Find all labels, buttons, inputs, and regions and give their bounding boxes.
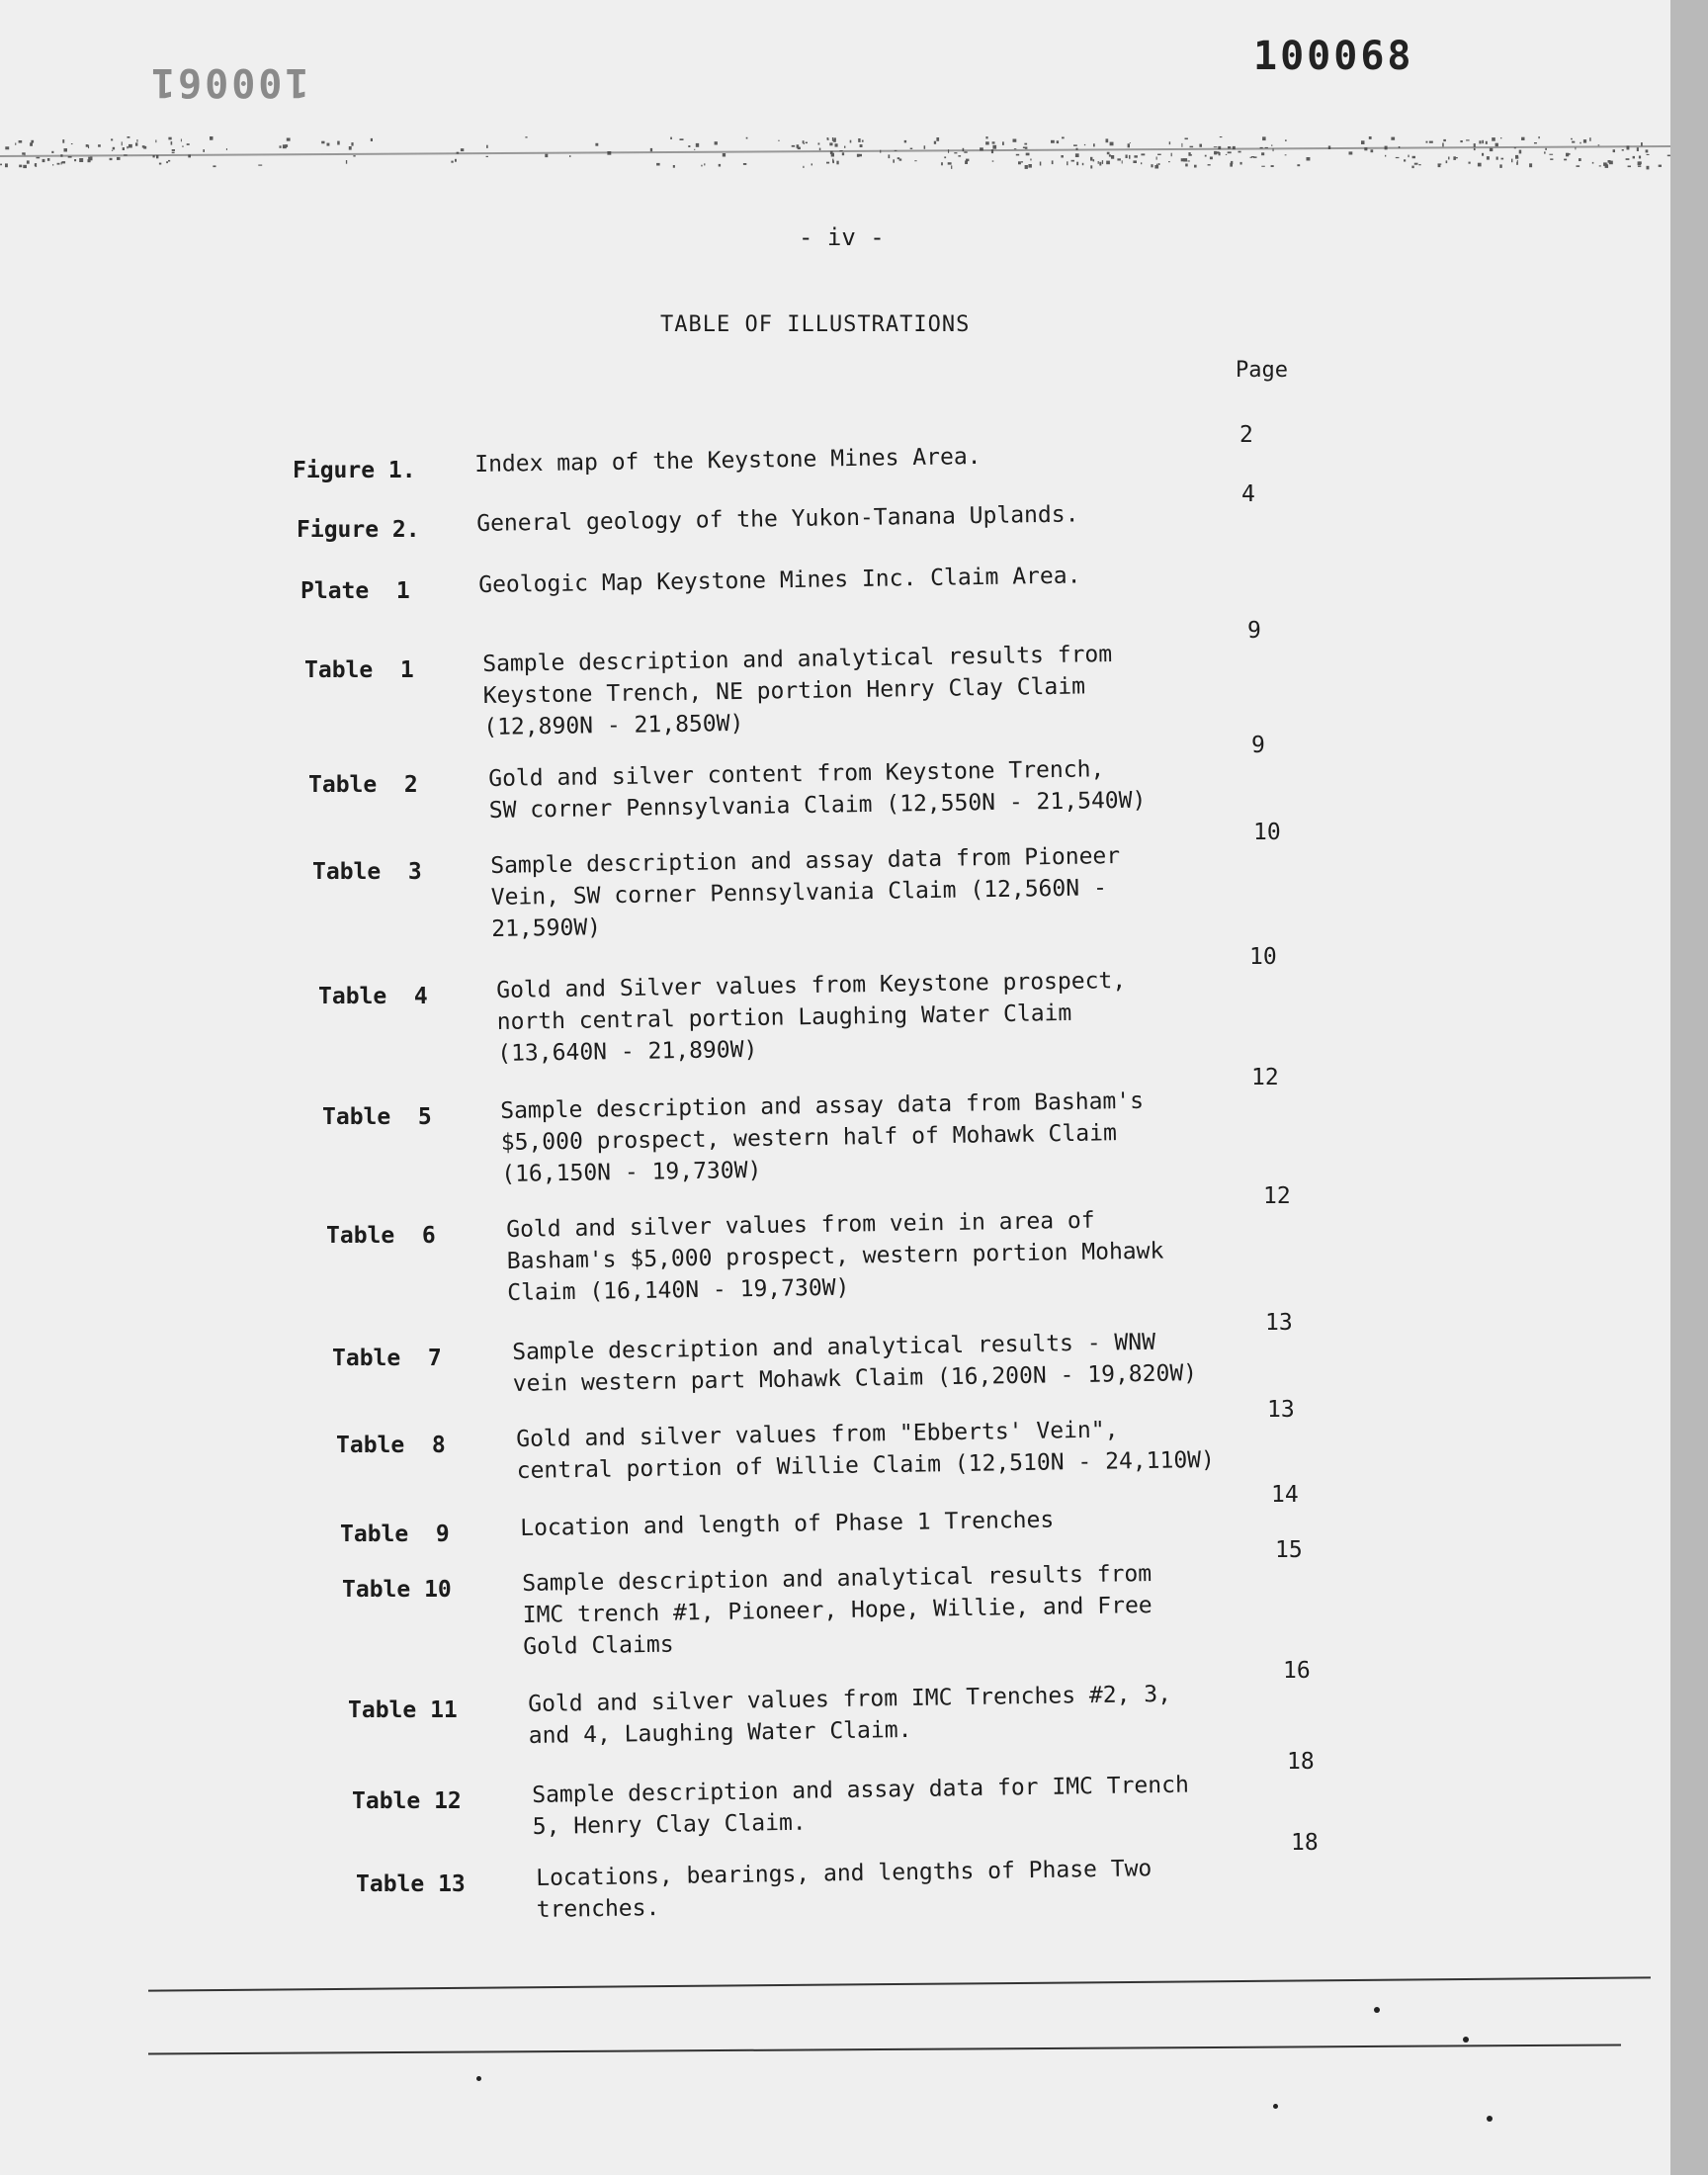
illustration-label: Table 8 xyxy=(336,1433,446,1458)
illustration-description: Sample description and assay data from Pioneer Vein, SW corner Pennsylvania Claim (12,560N - 21,590W) xyxy=(490,842,1121,942)
illustration-label: Table 6 xyxy=(326,1223,436,1249)
illustration-page-number: 9 xyxy=(1247,618,1261,644)
illustration-page-number: 10 xyxy=(1249,944,1277,970)
illustration-page-number: 4 xyxy=(1241,481,1255,507)
illustration-description: Gold and silver values from vein in area of Basham's $5,000 prospect, western portion Mohawk Claim (16,140N - 19,730W) xyxy=(506,1207,1164,1306)
illustration-page-number: 14 xyxy=(1271,1482,1299,1508)
illustration-label: Table 10 xyxy=(342,1577,452,1603)
illustration-description: Geologic Map Keystone Mines Inc. Claim Area. xyxy=(478,563,1081,598)
illustration-description: General geology of the Yukon-Tanana Uplands. xyxy=(476,501,1079,537)
illustration-label: Table 7 xyxy=(332,1346,442,1371)
page-title: TABLE OF ILLUSTRATIONS xyxy=(660,312,971,337)
illustration-page-number: 13 xyxy=(1265,1310,1293,1336)
illustration-page-number: 13 xyxy=(1267,1397,1295,1423)
illustration-page-number: 10 xyxy=(1253,820,1281,845)
illustration-label: Figure 2. xyxy=(297,517,420,543)
illustration-label: Table 11 xyxy=(348,1697,458,1723)
illustration-page-number: 18 xyxy=(1291,1830,1319,1856)
bottom-rule-upper xyxy=(148,1976,1651,1991)
illustration-label: Table 12 xyxy=(352,1788,462,1814)
illustration-description: Sample description and analytical results from Keystone Trench, NE portion Henry Clay Claim (12,890N - 21,850W) xyxy=(482,641,1113,740)
illustration-page-number: 12 xyxy=(1263,1183,1291,1209)
illustration-description: Sample description and assay data from Basham's $5,000 prospect, western half of Mohawk Claim (16,150N - 19,730W) xyxy=(500,1088,1145,1187)
illustration-description: Sample description and assay data for IMC Trench 5, Henry Clay Claim. xyxy=(532,1772,1190,1840)
illustration-description: Gold and silver values from IMC Trenches #2, 3, and 4, Laughing Water Claim. xyxy=(528,1681,1172,1749)
stamp-number-left: 100061 xyxy=(148,59,309,105)
scan-speck xyxy=(1273,2104,1278,2109)
scan-speck xyxy=(1463,2037,1469,2043)
illustration-description: Gold and silver values from "Ebberts' Vein", central portion of Willie Claim (12,510N - 24,110W) xyxy=(516,1417,1216,1484)
scan-speck xyxy=(1487,2116,1493,2122)
scan-noise-band xyxy=(0,117,1670,186)
page-column-header: Page xyxy=(1236,358,1288,383)
illustration-label: Table 3 xyxy=(312,859,422,885)
illustration-page-number: 12 xyxy=(1251,1065,1279,1090)
illustration-page-number: 15 xyxy=(1275,1537,1303,1563)
page-number: - iv - xyxy=(799,223,885,251)
illustration-description: Location and length of Phase 1 Trenches xyxy=(520,1507,1055,1541)
illustration-description: Gold and silver content from Keystone Trench, SW corner Pennsylvania Claim (12,550N - 21,540W) xyxy=(488,756,1147,824)
illustration-label: Table 5 xyxy=(322,1104,432,1130)
illustration-description: Gold and Silver values from Keystone prospect, north central portion Laughing Water Claim (13,640N - 21,890W) xyxy=(496,967,1127,1067)
illustration-label: Table 13 xyxy=(356,1871,466,1897)
illustration-description: Index map of the Keystone Mines Area. xyxy=(474,443,982,478)
illustration-label: Table 2 xyxy=(308,772,418,798)
scan-speck xyxy=(1374,2007,1380,2013)
scan-speck xyxy=(476,2076,481,2081)
illustration-description: Locations, bearings, and lengths of Phase Two trenches. xyxy=(536,1856,1153,1923)
illustration-description: Sample description and analytical results from IMC trench #1, Pioneer, Hope, Willie, and Free Gold Claims xyxy=(522,1560,1153,1660)
bottom-rule-lower xyxy=(148,2044,1621,2054)
illustration-description: Sample description and analytical results - WNW vein western part Mohawk Claim (16,200N - 19,820W) xyxy=(512,1329,1198,1397)
stamp-number-right: 100068 xyxy=(1253,34,1414,79)
illustration-label: Figure 1. xyxy=(293,458,416,483)
illustration-label: Table 1 xyxy=(304,657,414,683)
illustration-page-number: 16 xyxy=(1283,1658,1311,1684)
illustration-page-number: 2 xyxy=(1239,422,1253,448)
illustration-page-number: 9 xyxy=(1251,733,1265,758)
illustration-label: Plate 1 xyxy=(300,578,410,604)
illustration-label: Table 4 xyxy=(318,984,428,1009)
illustration-page-number: 18 xyxy=(1287,1749,1315,1775)
bleedthrough-text xyxy=(870,356,1384,384)
illustration-label: Table 9 xyxy=(340,1522,450,1547)
